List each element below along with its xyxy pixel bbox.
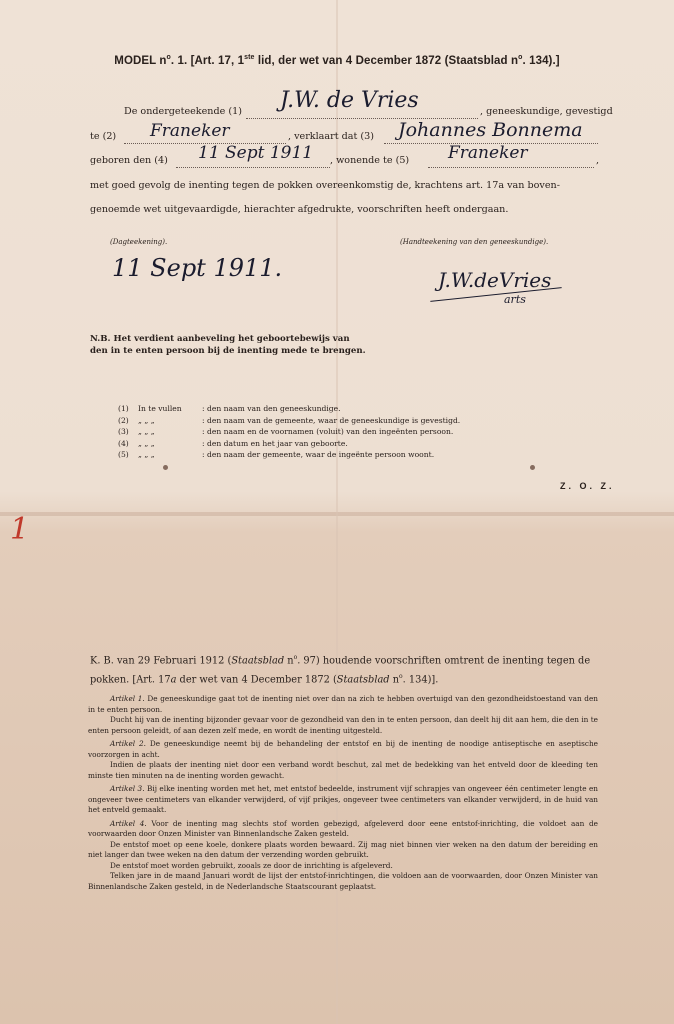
- form-line-1-label: De ondergeteekende (1): [124, 106, 242, 117]
- form-line-5: genoemde wet uitgevaardigde, hierachter afgedrukte, voorschriften heeft ondergaan.: [90, 204, 509, 215]
- footnote-num: (4): [118, 438, 129, 448]
- header-part: MODEL n: [114, 54, 167, 67]
- articles-block: [88, 694, 598, 892]
- handwritten-date: 11 Sept 1911.: [112, 254, 283, 282]
- signature-title: arts: [504, 293, 526, 306]
- article-label: Artikel 1.: [110, 694, 145, 703]
- footnote-prefix: „ „ „: [138, 427, 155, 436]
- footnote-item: [118, 449, 460, 461]
- article-text: Voor de inenting mag slechts stof worden gebezigd, afgeleverd door eene entstof-inrichting, die voldoet aan de voorwaarden door Onzen Minister van Binnenlandsche Zaken gesteld.: [88, 818, 598, 838]
- kb-part: n: [389, 674, 400, 686]
- kb-sup: o: [399, 673, 403, 681]
- article-3: [88, 784, 598, 816]
- article-label: Artikel 3.: [110, 784, 145, 793]
- handwritten-physician-name: J.W. de Vries: [280, 88, 419, 113]
- article-1: [88, 694, 598, 736]
- footnote-num: (5): [118, 450, 129, 459]
- form-header: [0, 54, 674, 67]
- signature-label: (Handteekening van den geneeskundige).: [400, 238, 549, 246]
- footnote-text: : den naam der gemeente, waar de ingeënte persoon woont.: [202, 450, 435, 459]
- form-line-3-comma: ,: [596, 155, 600, 166]
- kb-part: K. B. van 29 Februari 1912 (: [90, 655, 232, 667]
- field-residence-line: [428, 167, 594, 168]
- paper-spot: [530, 465, 535, 470]
- nb-notice: N.B. Het verdient aanbeveling het geboortebewijs van den in te enten persoon bij de inenting mede te brengen.: [90, 334, 366, 356]
- form-line-2-label: te (2): [90, 131, 117, 142]
- header-part: lid, der wet van 4 December 1872 (Staatsblad n: [254, 54, 519, 67]
- header-sup: o: [518, 54, 523, 61]
- article-text: De geneeskundige neemt bij de behandeling der entstof en bij de inenting de noodige antiseptische en aseptische voorzorgen in acht.: [88, 739, 598, 759]
- kb-part: Staatsblad: [336, 674, 390, 686]
- form-line-3-label: geboren den (4): [90, 155, 168, 166]
- paper-spot: [163, 465, 168, 470]
- footnote-text: : den datum en het jaar van geboorte.: [202, 438, 348, 448]
- footnote-num: (3): [118, 427, 129, 436]
- footnote-prefix: In te vullen: [138, 404, 182, 413]
- turn-over-note: Z. O. Z.: [560, 481, 615, 491]
- footnote-prefix: „ „ „: [138, 450, 155, 459]
- footnote-text: : den naam van den geneeskundige.: [202, 404, 341, 413]
- article-label: Artikel 2.: [110, 739, 146, 748]
- form-line-3-mid: , wonende te (5): [330, 155, 410, 166]
- footnote-num: (2): [118, 415, 129, 425]
- handwritten-place: Franeker: [150, 121, 230, 141]
- article-text: De entstof moet op eene koele, donkere plaats worden bewaard. Zij mag niet binnen vier weken na den datum der bereiding en niet langer dan twee weken na den datum der verzending worden gebruikt.: [88, 839, 598, 859]
- decree-heading: [90, 650, 610, 689]
- physician-signature: J.W.deVries: [438, 268, 552, 292]
- form-line-2-suffix: , verklaart dat (3): [288, 131, 374, 142]
- article-text: De geneeskundige gaat tot de inenting niet over dan na zich te hebben overtuigd van den gezondheidstoestand van den in te enten persoon.: [88, 694, 598, 714]
- article-text: Bij elke inenting worden met het, met entstof bedeelde, instrument vijf schrapjes van ongeveer één centimeter lengte en ongeveer twee centimeters van elkander verwijderd, of vijf prikjes, ongeveer twee centimeters van elkander verwijderd, in de huid van het entveld gemaakt.: [88, 784, 598, 814]
- footnote-text: : den naam van de gemeente, waar de geneeskundige is gevestigd.: [202, 415, 461, 425]
- article-text: Indien de plaats der inenting niet door een verband wordt beschut, zal met de bedekking van het entveld door de kleeding ten minste tien minuten na de inenting worden gewacht.: [88, 760, 598, 780]
- footnote-list: [118, 403, 460, 461]
- footnote-item: [118, 403, 460, 415]
- article-4: [88, 819, 598, 893]
- kb-part: n: [284, 655, 294, 667]
- kb-part: der wet van 4 December 1872 (: [176, 674, 337, 686]
- handwritten-birthdate: 11 Sept 1911: [198, 143, 314, 163]
- article-2: [88, 739, 598, 781]
- handwritten-residence: Franeker: [448, 143, 528, 163]
- article-label: Artikel 4.: [110, 818, 147, 828]
- kb-part: . 134)].: [402, 674, 439, 686]
- footnote-prefix: „ „ „: [138, 415, 155, 425]
- red-pencil-mark: 1: [10, 512, 30, 547]
- footnote-item: [118, 415, 460, 427]
- handwritten-person-name: Johannes Bonnema: [398, 119, 583, 141]
- footnote-prefix: „ „ „: [138, 438, 155, 448]
- field-birthdate-line: [176, 167, 330, 168]
- article-text: Telken jare in de maand Januari wordt de lijst der entstof-inrichtingen, die voldoen aan de voorwaarden, door Onzen Minister van Binnenlandsche Zaken gesteld, in de Nederlandsche Staatscourant geplaatst.: [88, 871, 598, 891]
- header-sup: o: [166, 54, 171, 61]
- header-part: . 1. [Art. 17, 1: [170, 54, 245, 67]
- footnote-text: : den naam en de voornamen (voluit) van den ingeënten persoon.: [202, 427, 454, 436]
- kb-part: a: [170, 674, 177, 686]
- form-line-4: met goed gevolg de inenting tegen de pokken overeenkomstig de, krachtens art. 17a van boven-: [90, 180, 560, 191]
- header-part: . 134).]: [522, 54, 560, 67]
- footnote-item: [118, 426, 460, 438]
- kb-part: . 97) houdende voorschriften omtrent de inenting tegen de pokken. [Art. 17: [90, 655, 591, 686]
- article-text: De entstof moet worden gebruikt, zooals ze door de inrichting is afgeleverd.: [110, 860, 393, 870]
- article-text: Ducht hij van de inenting bijzonder gevaar voor de gezondheid van den in te enten persoon, dan deelt hij dit aan hem, die den in te enten persoon geleidt, of aan dezen zelf mede, en wordt de inenting uitgesteld.: [88, 715, 598, 735]
- form-line-1-suffix: , geneeskundige, gevestigd: [480, 106, 613, 117]
- header-sup: ste: [244, 54, 255, 61]
- kb-part: Staatsblad: [231, 655, 285, 667]
- kb-sup: o: [293, 654, 298, 661]
- date-label: (Dagteekening).: [110, 238, 168, 246]
- footnote-item: [118, 438, 460, 450]
- footnote-num: (1): [118, 404, 129, 413]
